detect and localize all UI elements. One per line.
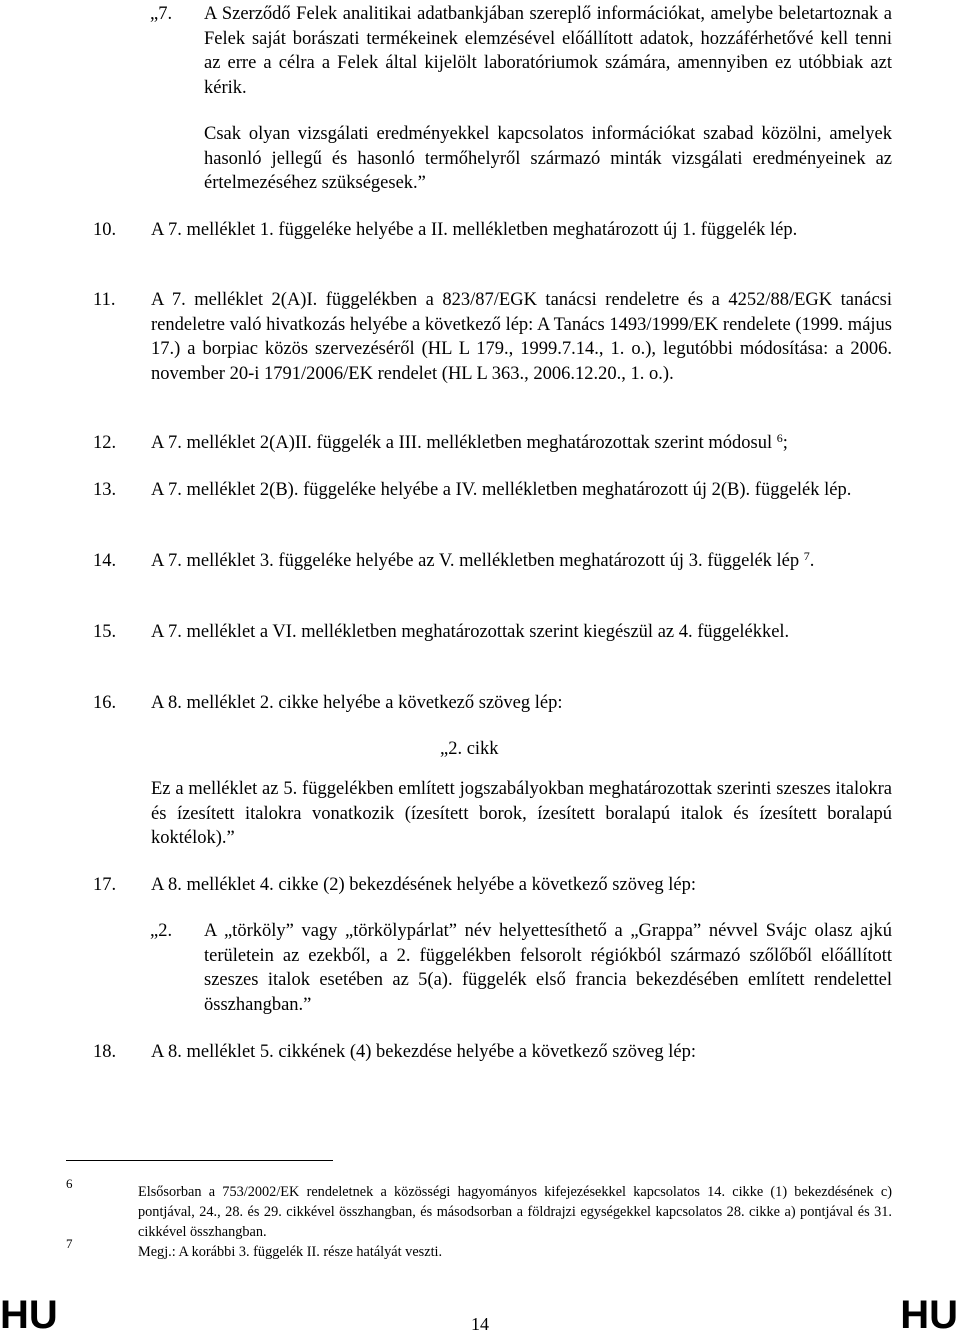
item-11-text: A 7. melléklet 2(A)I. függelékben a 823/87/EGK tanácsi rendeletre és a 4252/88/EGK tanácsi rendeletre való hivatkozás helyébe a következő lép: A Tanács 1493/1999/EK rendelete (1999. május 17.) a borpiac közös szervezéséről (HL L 179., 1999.7.14., 1. o.), legutóbbi módosítása: a 2006. november 20-i 1791/2006/EK rendelet (HL L 363., 2006.12.20., 1. o.). (151, 290, 892, 384)
footnote-6-text: Elsősorban a 753/2002/EK rendeletnek a közösségi hagyományos kifejezésekkel kapcsolatos 14. cikke (1) bekezdésének c) pontjával, 24., 28. és 29. cikkével összhangban, és másodsorban a földrajzi egységekkel kapcsolatos 28. cikke a) pontjával és 31. cikkével összhangban. (138, 1184, 892, 1240)
footnote-7-text: Megj.: A korábbi 3. függelék II. része hatályát veszti. (138, 1244, 443, 1260)
item-17-text: A 8. melléklet 4. cikke (2) bekezdésének helyébe a következő szöveg lép: (151, 875, 697, 895)
item-7-paragraph-2: Csak olyan vizsgálati eredményekkel kapcsolatos információkat szabad közölni, amelyek hasonló jellegű és hasonló termőhelyről származó minták vizsgálati eredményeinek az értelmezéséhez szükségesek.” (204, 124, 892, 193)
footer-language-right: HU (900, 1293, 958, 1337)
item-10-text: A 7. melléklet 1. függeléke helyébe a II. mellékletben meghatározott új 1. függelék lép. (151, 220, 798, 240)
item-17-number: 17. (93, 875, 117, 895)
item-16-text: A 8. melléklet 2. cikke helyébe a következő szöveg lép: (151, 693, 563, 713)
item-14-text: A 7. melléklet 3. függeléke helyébe az V. mellékletben meghatározott új 3. függelék lép $^7$. (151, 549, 815, 571)
quote-16-heading: „2. cikk (440, 739, 499, 759)
item-12-text: A 7. melléklet 2(A)II. függelék a III. mellékletben meghatározottak szerint módosul $^6$; (151, 431, 788, 453)
item-7-number: „7. (150, 4, 173, 24)
item-14-number: 14. (93, 551, 117, 571)
footer-language-left: HU (0, 1293, 58, 1337)
footnote-ref-6: 6 (776, 431, 783, 445)
item-13-text: A 7. melléklet 2(B). függeléke helyébe a IV. mellékletben meghatározott új 2(B). függelék lép. (151, 480, 852, 500)
quote-17-number: „2. (150, 921, 173, 941)
item-11-number: 11. (93, 290, 116, 310)
quote-16-text: Ez a melléklet az 5. függelékben említett jogszabályokban meghatározottak szerinti szeszes italokra és ízesített italokra vonatkozik (ízesített borok, ízesített boralapú italok és ízesített boralapú koktélok).” (151, 779, 892, 848)
item-7-text: A Szerződő Felek analitikai adatbankjában szereplő információkat, amelybe beletartoznak a Felek saját borászati termékeinek elemzésével előállított adatok, hozzáférhetővé kell tenni az erre a célra a Felek által kijelölt laboratóriumok számára, amennyiben ez utóbbiak azt kérik. (204, 4, 892, 98)
item-18-text: A 8. melléklet 5. cikkének (4) bekezdése helyébe a következő szöveg lép: (151, 1042, 697, 1062)
item-15-number: 15. (93, 622, 117, 642)
quote-17-text: A „törköly” vagy „törkölypárlat” név helyettesíthető a „Grappa” névvel Svájc olasz ajkú területein az ezekből, a 2. függelékben felsorolt régiókból származó szőlőből előállított szeszes italok esetében az 5(a). függelék első francia bekezdésében említett rendelettel összhangban.” (204, 921, 892, 1015)
footnote-6-mark: 6 (66, 1176, 73, 1191)
page-number: 14 (471, 1314, 489, 1334)
footnote-ref-7: 7 (803, 549, 810, 563)
footnote-separator (66, 1160, 333, 1161)
item-10-number: 10. (93, 220, 117, 240)
item-16-number: 16. (93, 693, 117, 713)
item-18-number: 18. (93, 1042, 117, 1062)
item-12-number: 12. (93, 433, 117, 453)
footnote-7-mark: 7 (66, 1236, 73, 1251)
item-13-number: 13. (93, 480, 117, 500)
item-15-text: A 7. melléklet a VI. mellékletben meghatározottak szerint kiegészül az 4. függelékkel. (151, 622, 790, 642)
